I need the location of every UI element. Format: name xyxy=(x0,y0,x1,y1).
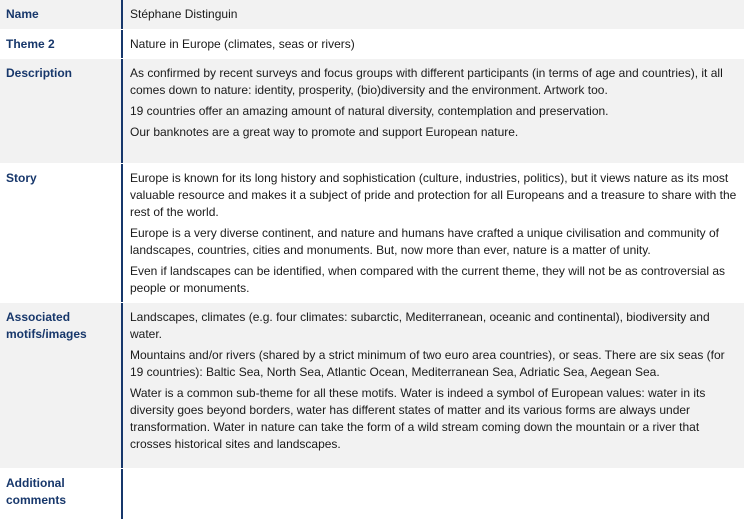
label-comments: Additional comments xyxy=(0,469,123,519)
label-description: Description xyxy=(0,59,123,163)
row-motifs xyxy=(0,303,744,468)
row-comments xyxy=(0,469,744,519)
theme-value: Nature in Europe (climates, seas or rivers) xyxy=(130,37,355,51)
content-description xyxy=(123,59,744,163)
row-story xyxy=(0,164,744,302)
content-story xyxy=(123,164,744,302)
story-paragraph: Even if landscapes can be identified, when compared with the current theme, they will not be as controversial as people or monuments. xyxy=(130,264,725,295)
story-paragraph: Europe is known for its long history and sophistication (culture, industries, politics), but it views nature as its most valuable resource and makes it a subject of pride and protection for all Europeans and a treasure to share with the rest of the world. xyxy=(130,171,737,219)
label-motifs: Associated motifs/images xyxy=(0,303,123,468)
row-theme xyxy=(0,30,744,58)
content-comments xyxy=(123,469,744,519)
row-name xyxy=(0,0,744,29)
row-description xyxy=(0,59,744,163)
content-theme xyxy=(123,30,744,58)
story-paragraph: Europe is a very diverse continent, and nature and humans have crafted a unique civilisation and community of landscapes, countries, cities and monuments. But, now more than ever, nature is a matter of unity. xyxy=(130,226,720,257)
label-name: Name xyxy=(0,0,123,29)
description-paragraph: As confirmed by recent surveys and focus groups with different participants (in terms of age and countries), it all comes down to nature: identity, prosperity, (bio)diversity and the environment. Artwork too. xyxy=(130,66,723,97)
label-story: Story xyxy=(0,164,123,302)
label-theme: Theme 2 xyxy=(0,30,123,58)
motifs-paragraph: Mountains and/or rivers (shared by a strict minimum of two euro area countries), or seas. There are six seas (for 19 countries): Baltic Sea, North Sea, Atlantic Ocean, Mediterranean Sea, Adriatic Sea, Aegean Sea. xyxy=(130,348,725,379)
content-motifs xyxy=(123,303,744,468)
description-paragraph: 19 countries offer an amazing amount of natural diversity, contemplation and preservation. xyxy=(130,104,609,118)
motifs-paragraph: Water is a common sub-theme for all these motifs. Water is indeed a symbol of European values: water in its diversity goes beyond borders, water has different states of matter and its various forms are always under transformation. Water in nature can take the form of a wild stream coming down the mountain or a river that crosses historical sites and landscapes. xyxy=(130,386,706,451)
motifs-paragraph: Landscapes, climates (e.g. four climates: subarctic, Mediterranean, oceanic and continental), biodiversity and water. xyxy=(130,310,710,341)
description-paragraph: Our banknotes are a great way to promote and support European nature. xyxy=(130,125,519,139)
content-name xyxy=(123,0,744,29)
name-value: Stéphane Distinguin xyxy=(130,7,238,21)
